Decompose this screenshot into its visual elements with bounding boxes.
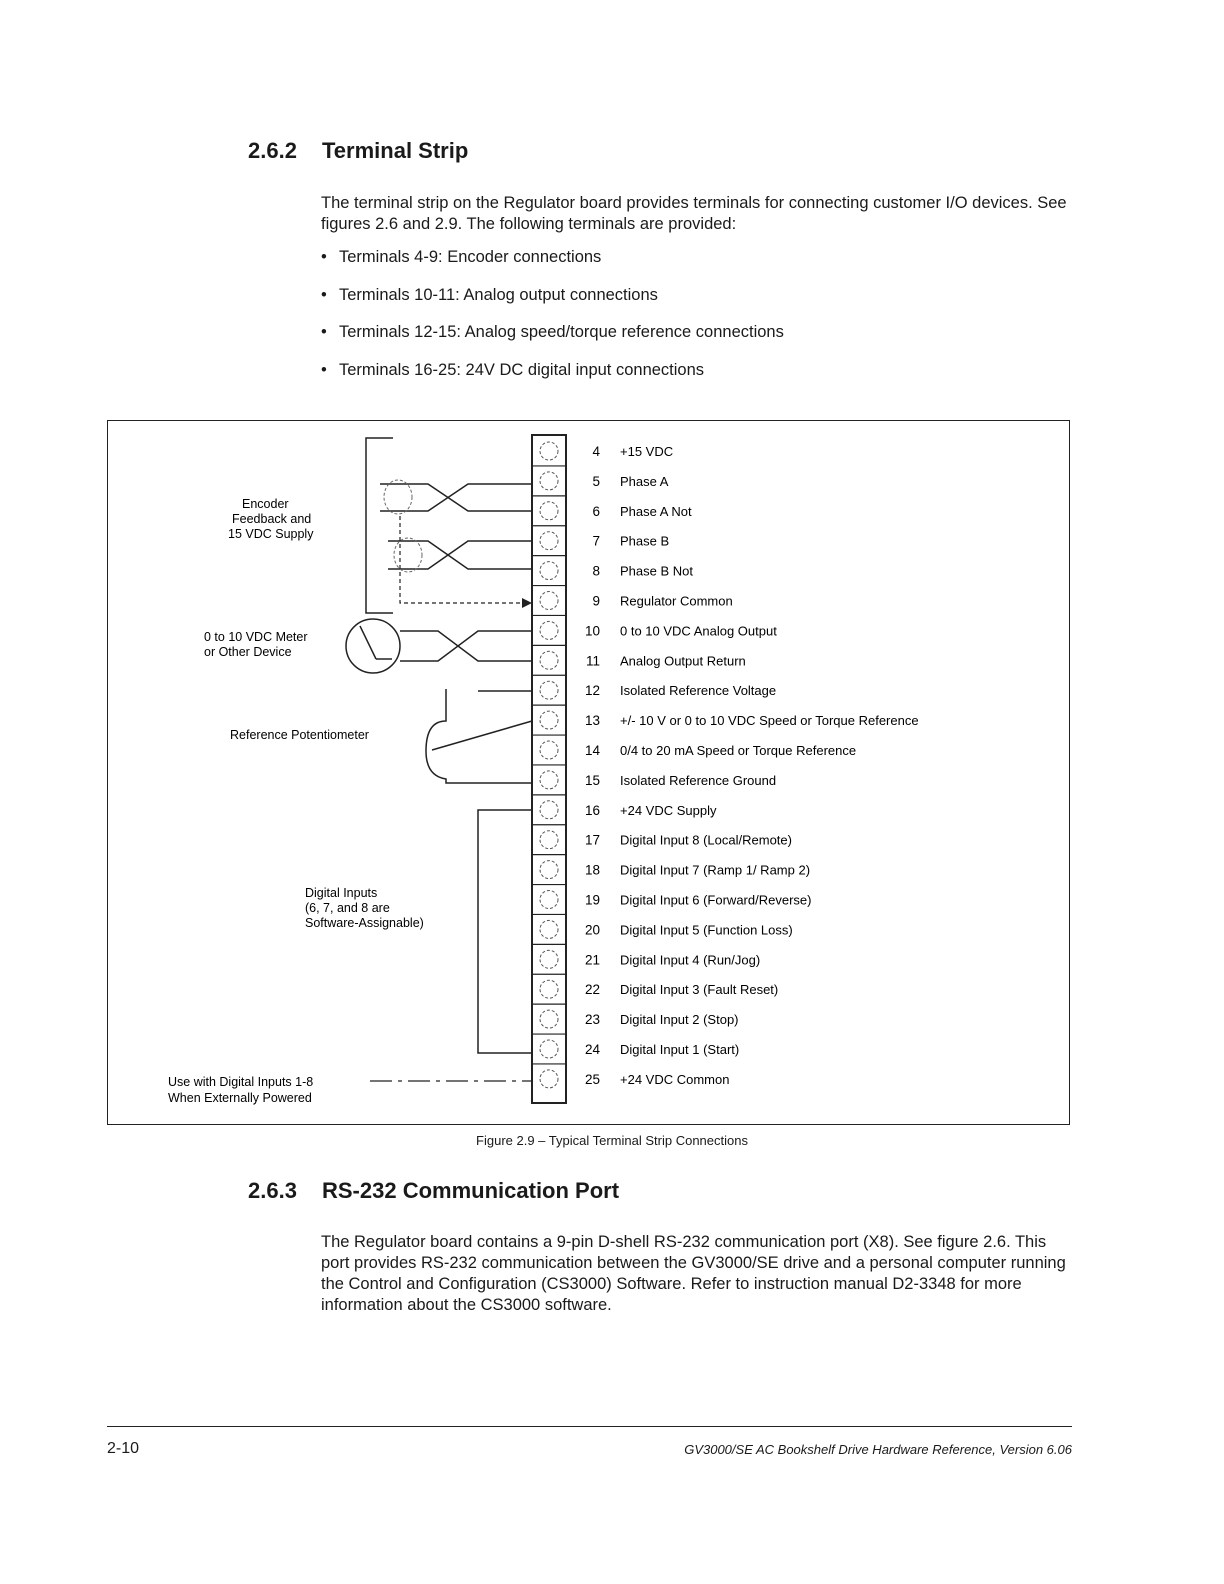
section-paragraph: The Regulator board contains a 9-pin D-shell RS-232 communication port (X8). See figure 2.6. This port provides RS-232 communication between the GV3000/SE drive and a personal computer running the Control and Configuration (CS3000) Software. Refer to instruction manual D2-3348 for more information about the CS3000 software. <box>321 1233 1066 1314</box>
arrow-icon <box>522 598 532 608</box>
terminal-screw-icon <box>540 502 558 520</box>
terminal-screw-icon <box>540 1070 558 1088</box>
shield-drain <box>400 516 520 603</box>
terminal-label: Analog Output Return <box>620 653 746 669</box>
external-power-label: Use with Digital Inputs 1-8 When Externally Powered <box>168 1075 314 1105</box>
potentiometer-label: Reference Potentiometer <box>230 728 369 742</box>
terminal-label: Digital Input 1 (Start) <box>620 1042 740 1057</box>
meter-wires <box>400 631 532 661</box>
terminal-label: Digital Input 6 (Forward/Reverse) <box>620 892 812 908</box>
terminal-number: 21 <box>584 952 600 968</box>
terminal-label: Phase B Not <box>620 563 693 579</box>
terminal-number: 5 <box>592 473 600 489</box>
terminal-number: 15 <box>584 772 600 788</box>
terminal-number: 22 <box>584 982 600 998</box>
terminal-screw-icon <box>540 741 558 759</box>
encoder-label: Encoder Feedback and 15 VDC Supply <box>228 497 314 541</box>
shield-a <box>384 480 412 514</box>
bullet-item: • Terminals 10-11: Analog output connections <box>321 285 658 304</box>
terminal-number: 25 <box>584 1071 600 1087</box>
digital-inputs-bracket <box>478 810 532 1053</box>
terminal-number: 10 <box>584 623 600 639</box>
terminal-number: 23 <box>584 1012 600 1028</box>
terminal-screw-icon <box>540 950 558 968</box>
terminal-screw-icon <box>540 472 558 490</box>
meter-needle <box>360 626 376 659</box>
bullet-item: • Terminals 12-15: Analog speed/torque reference connections <box>321 323 784 341</box>
terminal-label: +24 VDC Supply <box>620 802 717 818</box>
terminal-number: 16 <box>584 802 600 818</box>
terminal-label: Digital Input 5 (Function Loss) <box>620 922 793 938</box>
terminal-number: 19 <box>584 892 600 908</box>
section-heading-2-6-3 <box>248 1178 619 1204</box>
section-heading-2-6-2 <box>248 138 468 164</box>
terminal-screw-icon <box>540 861 558 879</box>
terminal-label: Isolated Reference Voltage <box>620 683 777 699</box>
terminal-number: 8 <box>592 563 600 579</box>
bullet-item: • Terminals 4-9: Encoder connections <box>321 248 602 266</box>
terminal-number: 9 <box>592 593 600 609</box>
meter-label: 0 to 10 VDC Meter or Other Device <box>204 630 308 659</box>
figure-caption: Figure 2.9 – Typical Terminal Strip Connections <box>476 1133 748 1148</box>
section-number: 2.6.2 <box>248 138 297 163</box>
terminal-number: 20 <box>584 922 600 938</box>
terminal-screw-icon <box>540 920 558 938</box>
shield-b <box>394 538 422 572</box>
terminal-number: 17 <box>584 832 600 848</box>
terminal-label: Digital Input 7 (Ramp 1/ Ramp 2) <box>620 862 811 878</box>
page-number: 2-10 <box>107 1440 140 1457</box>
terminal-screw-icon <box>540 1040 558 1058</box>
terminal-number: 11 <box>585 653 600 669</box>
terminal-screw-icon <box>540 1010 558 1028</box>
digital-inputs-label: Digital Inputs (6, 7, and 8 are Software-Assignable) <box>305 886 424 930</box>
terminal-number: 12 <box>584 683 600 699</box>
terminal-label: Digital Input 3 (Fault Reset) <box>620 982 779 998</box>
terminal-screw-icon <box>540 711 558 729</box>
encoder-bracket <box>366 438 393 613</box>
terminal-label: Isolated Reference Ground <box>620 772 777 788</box>
wiring-diagram <box>108 421 1071 1126</box>
meter-icon <box>346 619 400 673</box>
terminal-label: Regulator Common <box>620 593 733 609</box>
terminal-screw-icon <box>540 771 558 789</box>
terminal-label: Phase B <box>620 533 670 549</box>
terminal-screw-icon <box>540 562 558 580</box>
terminal-label: Phase A Not <box>620 503 692 519</box>
section-number: 2.6.3 <box>248 1178 297 1203</box>
terminal-label: Digital Input 2 (Stop) <box>620 1012 739 1028</box>
terminal-number: 13 <box>584 713 600 729</box>
terminal-number: 4 <box>592 444 600 459</box>
terminal-bullet-list <box>321 248 784 398</box>
terminal-number: 14 <box>584 743 600 758</box>
terminal-label: Digital Input 8 (Local/Remote) <box>620 832 792 848</box>
terminal-screw-icon <box>540 681 558 699</box>
footer-divider <box>107 1426 1072 1427</box>
pot-wiper <box>432 721 532 750</box>
terminal-screw-icon <box>540 532 558 550</box>
terminal-screw-icon <box>540 651 558 669</box>
terminal-screw-icon <box>540 831 558 849</box>
bullet-item: • Terminals 16-25: 24V DC digital input connections <box>321 360 705 379</box>
terminal-screw-icon <box>540 980 558 998</box>
section-title: Terminal Strip <box>322 138 469 163</box>
section-title: RS-232 Communication Port <box>322 1178 620 1203</box>
terminal-label: +15 VDC <box>620 444 674 459</box>
terminal-screw-icon <box>540 442 558 460</box>
terminal-label: Digital Input 4 (Run/Jog) <box>620 952 761 968</box>
encoder-pair-b <box>388 541 532 569</box>
terminal-screw-icon <box>540 801 558 819</box>
terminal-label: +/- 10 V or 0 to 10 VDC Speed or Torque Reference <box>620 713 919 729</box>
footer-title: GV3000/SE AC Bookshelf Drive Hardware Reference, Version 6.06 <box>684 1442 1072 1457</box>
terminal-label: 0 to 10 VDC Analog Output <box>620 623 777 639</box>
terminal-label: Phase A <box>620 473 669 489</box>
terminal-number: 18 <box>584 862 600 878</box>
terminal-screw-icon <box>540 592 558 610</box>
terminal-block <box>532 435 566 1103</box>
terminal-label: 0/4 to 20 mA Speed or Torque Reference <box>620 743 857 758</box>
terminal-strip-figure <box>107 420 1070 1125</box>
terminal-number: 7 <box>592 533 600 549</box>
terminal-number: 24 <box>584 1042 600 1057</box>
encoder-pair-a <box>380 484 532 511</box>
terminal-number: 6 <box>592 503 600 519</box>
section-paragraph: The terminal strip on the Regulator board provides terminals for connecting customer I/O devices. See figures 2.6 and 2.9. The following terminals are provided: <box>321 194 1067 233</box>
terminal-label: +24 VDC Common <box>620 1071 730 1087</box>
terminal-screw-icon <box>540 621 558 639</box>
terminal-screw-icon <box>540 891 558 909</box>
